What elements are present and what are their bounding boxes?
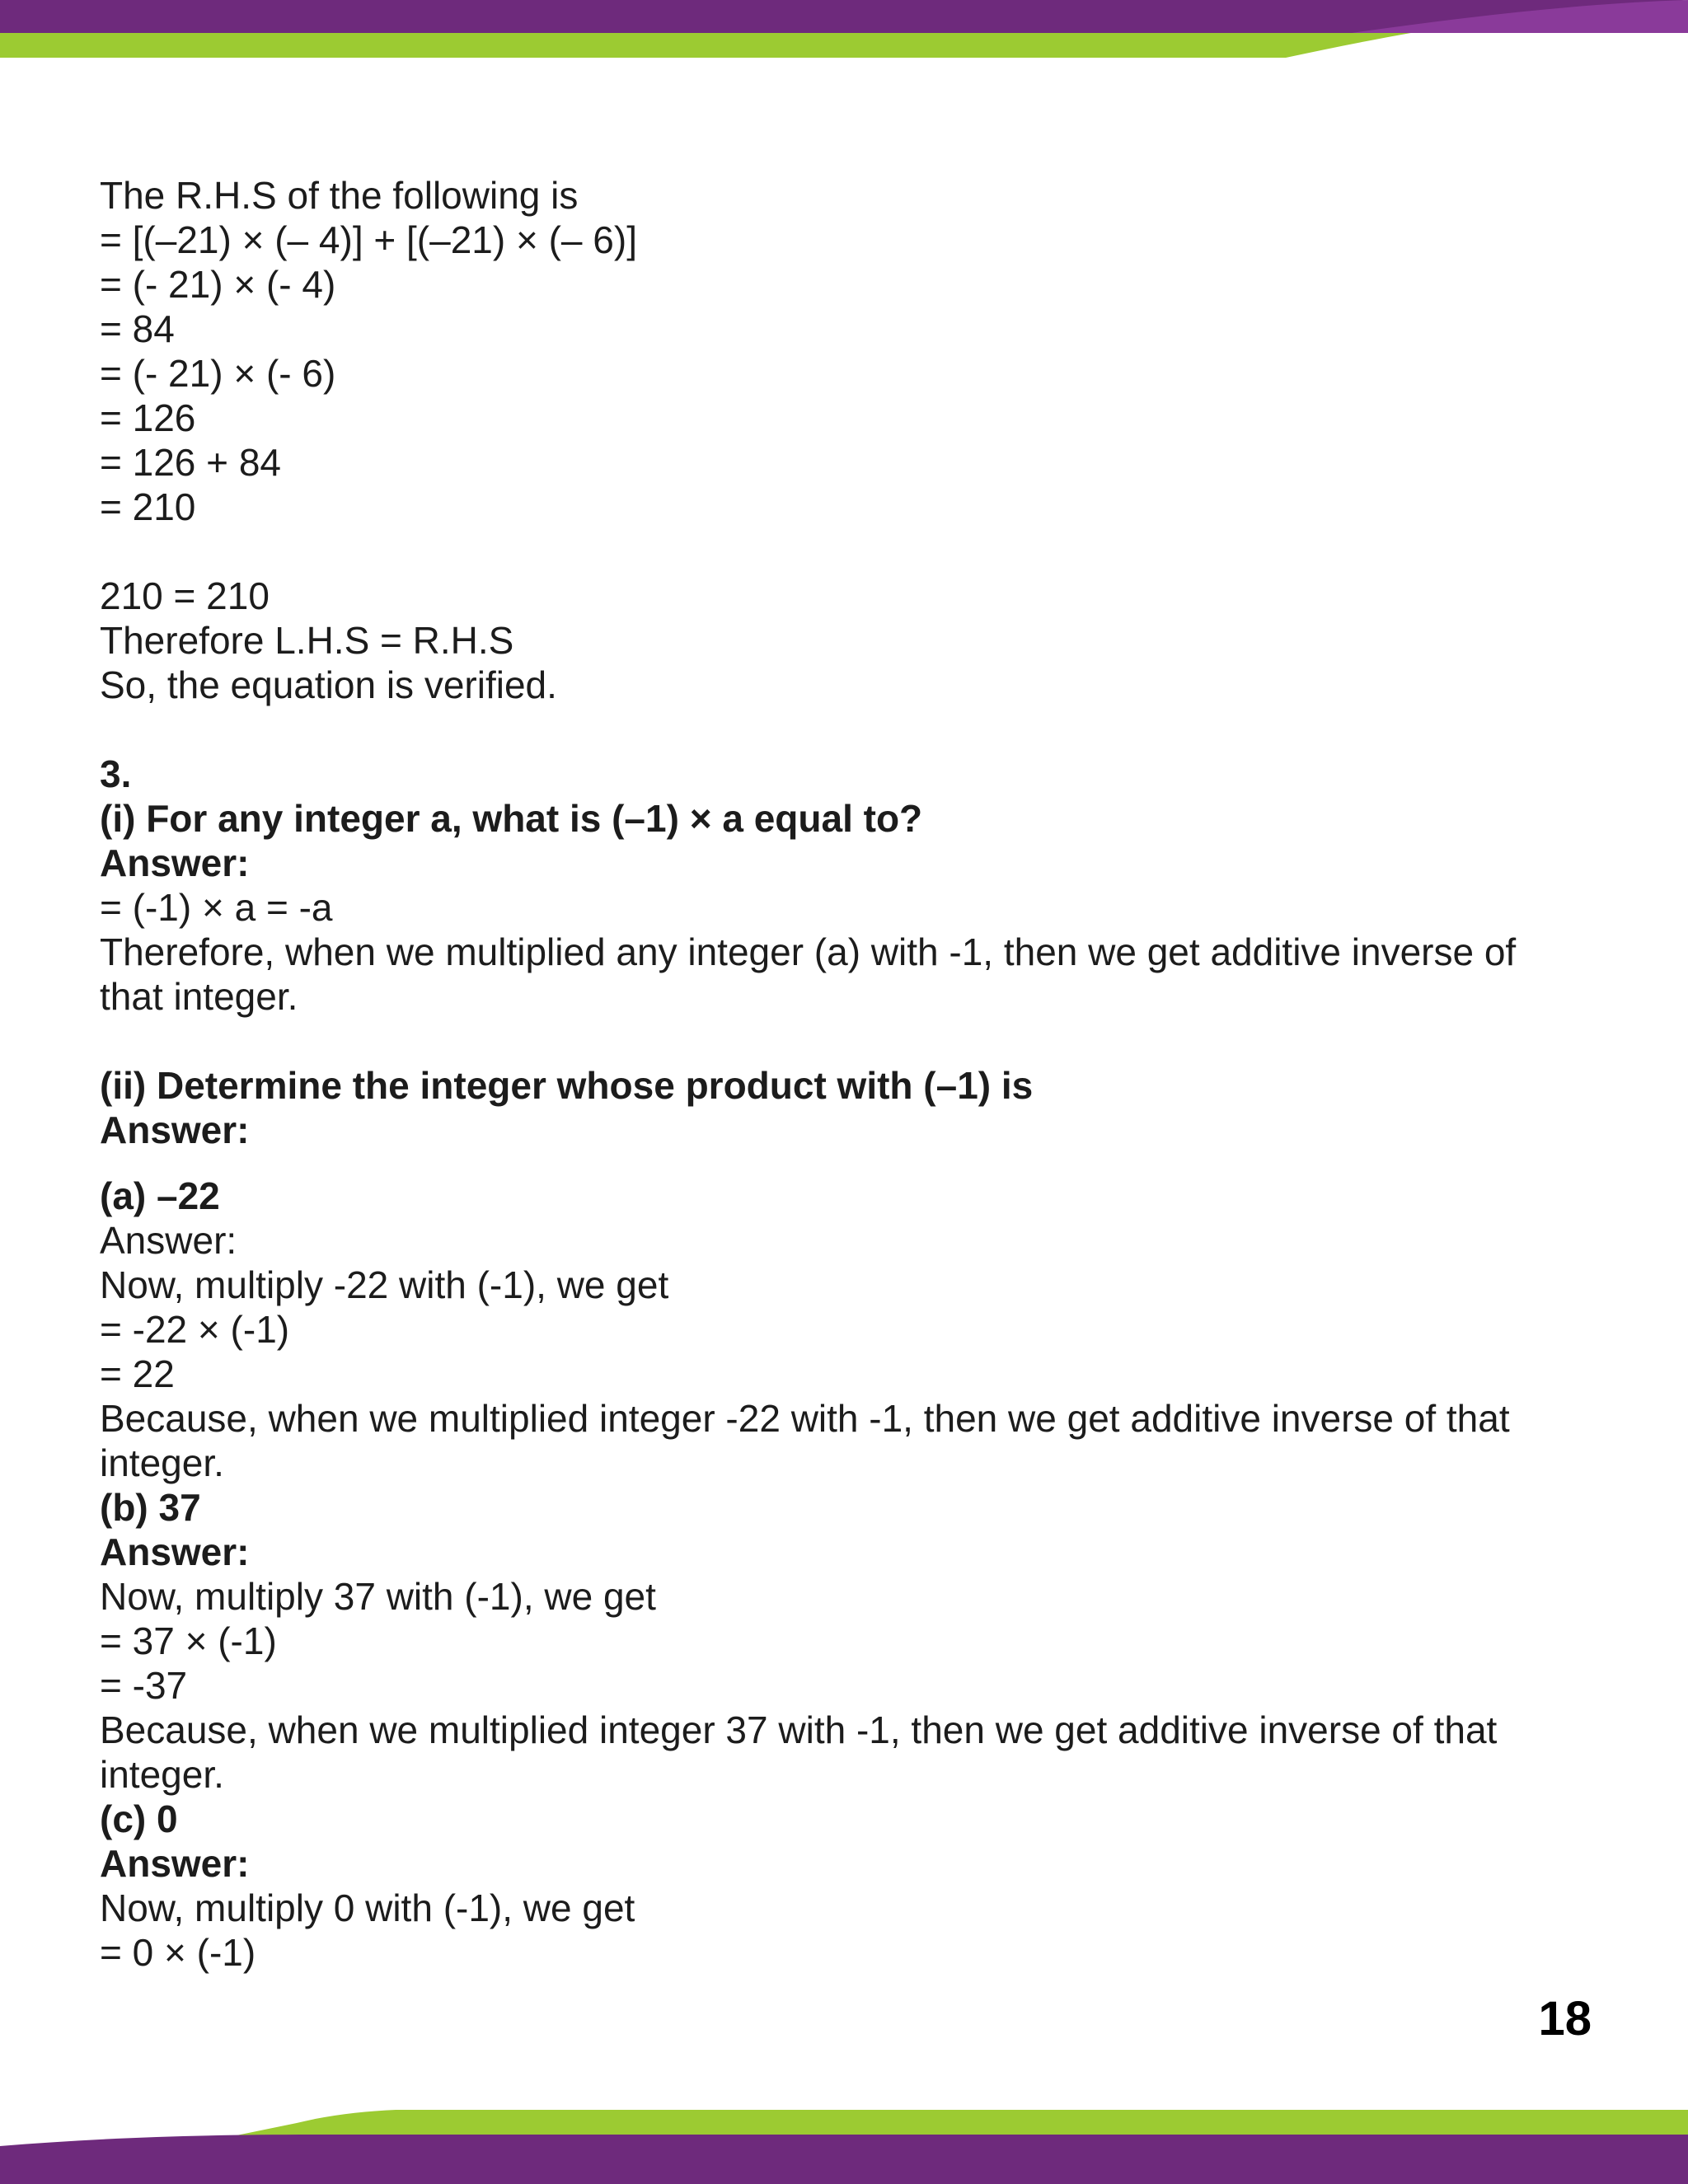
question-part-i: (i) For any integer a, what is (–1) × a equal to?	[100, 797, 923, 840]
rhs-intro: The R.H.S of the following is	[100, 174, 579, 217]
subpart-b-heading: (b) 37	[100, 1486, 201, 1529]
rhs-step: = (- 21) × (- 6)	[100, 352, 336, 395]
rhs-step: = 210	[100, 485, 196, 528]
answer-explanation: Because, when we multiplied integer 37 with -1, then we get additive inverse of that integer.	[100, 1708, 1498, 1796]
therefore-line: Therefore L.H.S = R.H.S	[100, 619, 514, 662]
rhs-step: = 126 + 84	[100, 441, 281, 484]
rhs-step: = [(–21) × (– 4)] + [(–21) × (– 6)]	[100, 218, 637, 261]
question-number: 3.	[100, 752, 132, 795]
answer-label: Answer:	[100, 1842, 250, 1885]
verified-line: So, the equation is verified.	[100, 663, 557, 706]
question-part-ii: (ii) Determine the integer whose product with (–1) is	[100, 1064, 1034, 1107]
answer-intro: Now, multiply -22 with (-1), we get	[100, 1263, 669, 1306]
answer-explanation: Therefore, when we multiplied any integer (a) with -1, then we get additive inverse of that integer.	[100, 930, 1517, 1018]
header-decoration	[0, 0, 1688, 66]
subpart-c-heading: (c) 0	[100, 1797, 178, 1840]
answer-step: = 37 × (-1)	[100, 1619, 277, 1662]
answer-step: = 22	[100, 1352, 175, 1395]
answer-intro: Now, multiply 0 with (-1), we get	[100, 1886, 635, 1929]
answer-label: Answer:	[100, 1219, 237, 1262]
answer-step: = -37	[100, 1664, 188, 1707]
footer-decoration	[0, 2110, 1688, 2184]
answer-step: = -22 × (-1)	[100, 1308, 290, 1351]
page-content	[100, 173, 1567, 1975]
subpart-a-heading: (a) –22	[100, 1174, 220, 1217]
equality-line: 210 = 210	[100, 574, 270, 617]
rhs-step: = 84	[100, 307, 175, 350]
answer-step: = (-1) × a = -a	[100, 886, 333, 929]
answer-explanation: Because, when we multiplied integer -22 with -1, then we get additive inverse of that integer.	[100, 1397, 1510, 1484]
page-number: 18	[1538, 1992, 1592, 2046]
answer-intro: Now, multiply 37 with (-1), we get	[100, 1575, 656, 1618]
answer-step: = 0 × (-1)	[100, 1931, 256, 1974]
answer-label: Answer:	[100, 1530, 250, 1573]
answer-label: Answer:	[100, 841, 250, 884]
rhs-step: = (- 21) × (- 4)	[100, 263, 336, 306]
rhs-step: = 126	[100, 396, 196, 439]
answer-label: Answer:	[100, 1108, 250, 1151]
